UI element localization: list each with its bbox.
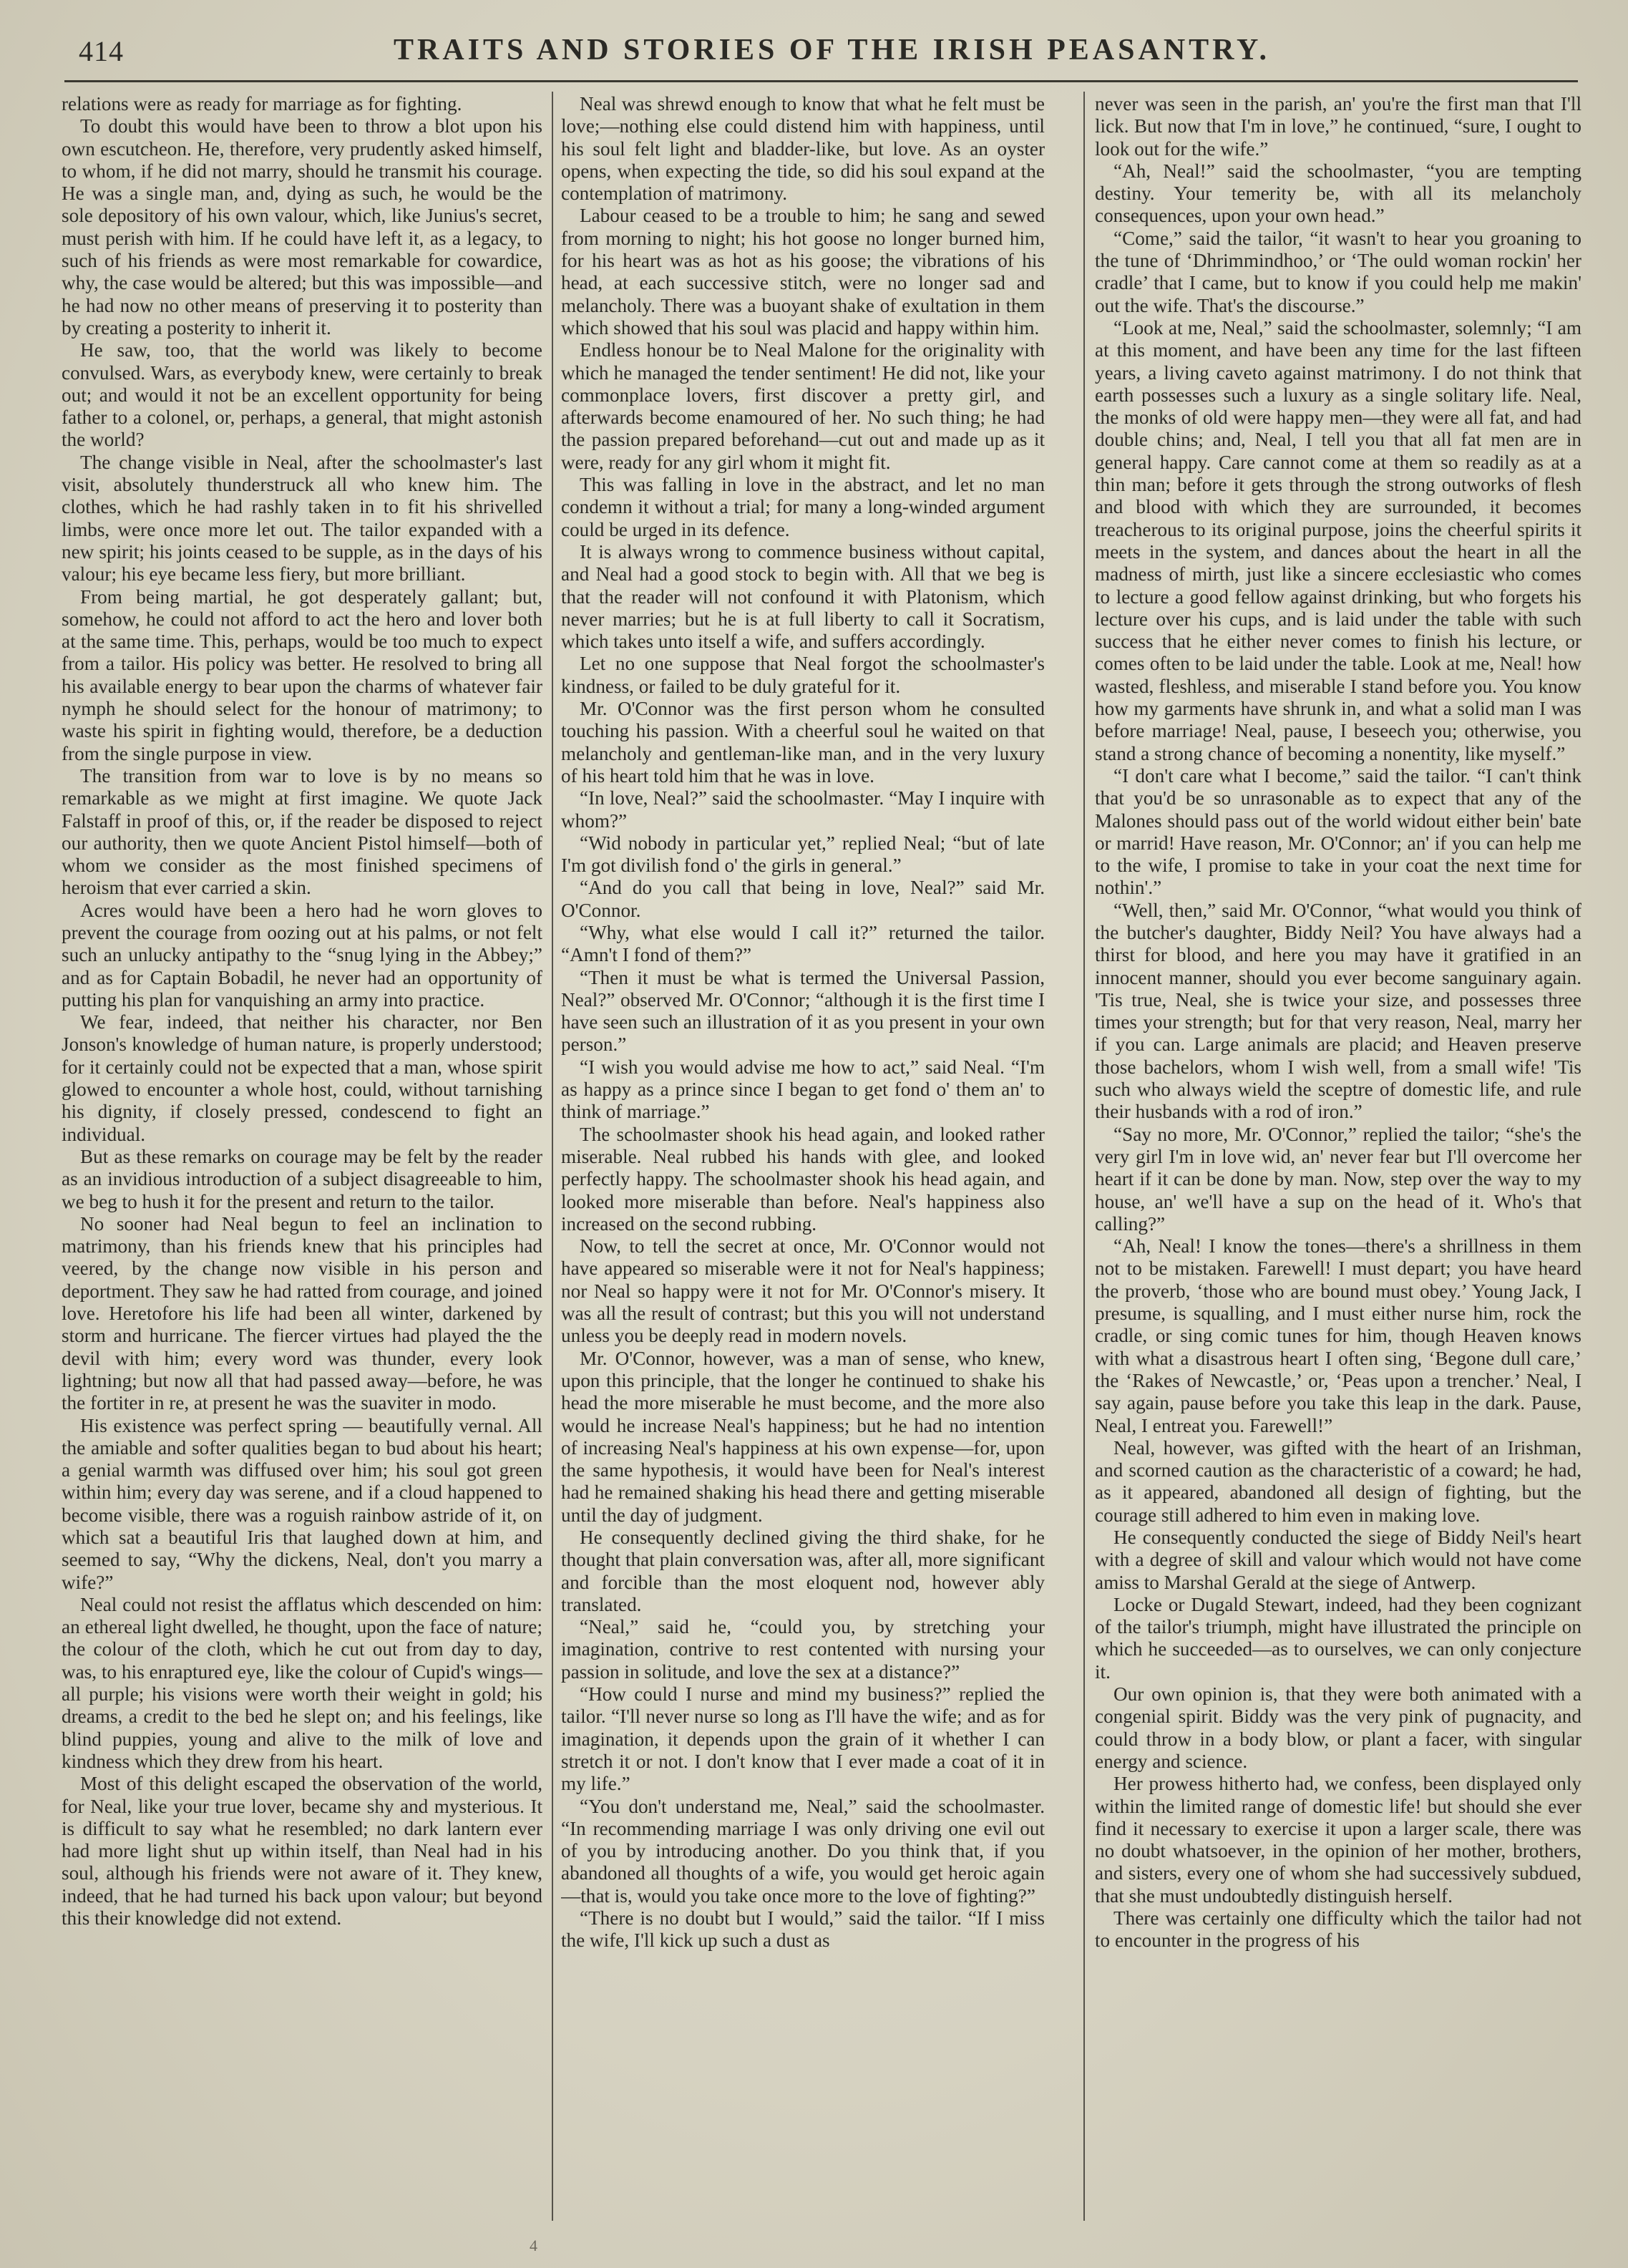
paragraph: Let no one suppose that Neal forgot the schoolmaster's kindness, or failed to be duly grateful for it. [561, 653, 1045, 697]
paragraph: It is always wrong to commence business without capital, and Neal had a good stock to begin with. All that we beg is that the reader will not confound it with Platonism, which never marries; but he is at full liberty to call it Socratism, which takes unto itself a wife, and suffers accordingly. [561, 540, 1045, 653]
paragraph: His existence was perfect spring — beautifully vernal. All the amiable and softer qualities began to bud about his heart; a genial warmth was diffused over him; his soul got green within him; every day was serene, and if a cloud happened to become visible, there was a roguish rainbow astride of it, on which sat a beautiful Iris that laughed down at him, and seemed to say, “Why the dickens, Neal, don't you marry a wife?” [62, 1414, 542, 1593]
column-divider [1083, 92, 1085, 2221]
paragraph: “Say no more, Mr. O'Connor,” replied the tailor; “she's the very girl I'm in love wid, an' never fear but I'll overcome her heart if it can be done by man. Now, step over the way to my house, an' we'll have a sup on the head of it. Who's that calling?” [1095, 1123, 1581, 1235]
paragraph: Mr. O'Connor, however, was a man of sense, who knew, upon this principle, that the longer he continued to shake his head the more miserable he must become, and the more also would he increase Neal's happiness; but he had no intention of increasing Neal's happiness at his own expense—for, upon the same hypothesis, it would have been for Neal's interest had he remained shaking his head there and getting miserable until the day of judgment. [561, 1347, 1045, 1526]
paragraph: He saw, too, that the world was likely to become convulsed. Wars, as everybody knew, were certainly to break out; and would it not be an excellent opportunity for being father to a colonel, or, perhaps, a general, that might astonish the world? [62, 339, 542, 451]
paragraph: This was falling in love in the abstract, and let no man condemn it without a trial; for many a long-winded argument could be urged in its defence. [561, 474, 1045, 540]
running-head: TRAITS AND STORIES OF THE IRISH PEASANTRY. [393, 34, 1270, 67]
paragraph: Our own opinion is, that they were both animated with a congenial spirit. Biddy was the very pink of pugnacity, and could throw in a body blow, or plant a facer, with singular energy and science. [1095, 1683, 1581, 1772]
paragraph: “I wish you would advise me how to act,” said Neal. “I'm as happy as a prince since I began to get fond o' them an' to think of marriage.” [561, 1056, 1045, 1123]
paragraph: The transition from war to love is by no means so remarkable as we might at first imagine. We quote Jack Falstaff in proof of this, or, if the reader be disposed to reject our authority, then we quote Ancient Pistol himself—both of whom we consider as the most finished specimens of heroism that ever carried a skin. [62, 764, 542, 899]
text-column-1 [62, 93, 542, 2222]
paragraph: “You don't understand me, Neal,” said the schoolmaster. “In recommending marriage I was only driving one evil out of you by introducing another. Do you think that, if you abandoned all thoughts of a wife, you would get heroic again—that is, would you take once more to the love of fighting?” [561, 1795, 1045, 1907]
paragraph: Locke or Dugald Stewart, indeed, had they been cognizant of the tailor's triumph, might have illustrated the principle on which he succeeded—as to ourselves, we can only conjecture it. [1095, 1593, 1581, 1683]
text-column-2 [561, 93, 1045, 2222]
signature-mark: 4 [530, 2237, 537, 2254]
paragraph: “Neal,” said he, “could you, by stretching your imagination, contrive to rest contented with nursing your passion in solitude, and love the sex at a distance?” [561, 1616, 1045, 1683]
paragraph: Now, to tell the secret at once, Mr. O'Connor would not have appeared so miserable were it not for Neal's happiness; nor Neal so happy were it not for Mr. O'Connor's misery. It was all the result of contrast; but this you will not understand unless you be deeply read in modern novels. [561, 1235, 1045, 1347]
paragraph: But as these remarks on courage may be felt by the reader as an invidious introduction of a subject disagreeable to him, we beg to hush it for the present and return to the tailor. [62, 1145, 542, 1212]
paragraph: “Well, then,” said Mr. O'Connor, “what would you think of the butcher's daughter, Biddy Neil? You have always had a thirst for blood, and here you may have it gratified in an innocent manner, should you ever become sanguinary again. 'Tis true, Neal, she is twice your size, and possesses three times your strength; but for that very reason, Neal, marry her if you can. Large animals are placid; and Heaven preserve those bachelors, whom I wish well, from a small wife! 'Tis such who always wield the sceptre of domestic life, and rule their husbands with a rod of iron.” [1095, 899, 1581, 1123]
paragraph: “Come,” said the tailor, “it wasn't to hear you groaning to the tune of ‘Dhrimmindhoo,’ or ‘The ould woman rockin' her cradle’ that I came, but to know if you could help me makin' out the wife. That's the discourse.” [1095, 227, 1581, 316]
paragraph: “Look at me, Neal,” said the schoolmaster, solemnly; “I am at this moment, and have been any time for the last fifteen years, a living caveto against matrimony. I do not think that earth possesses such a luxury as a single solitary life. Neal, the monks of old were happy men—they were all fat, and had double chins; and, Neal, I tell you that all fat men are in general happy. Care cannot come at them so readily as at a thin man; before it gets through the strong outworks of flesh and blood with which they are surrounded, it becomes treacherous to its original purpose, joins the cheerful spirits it meets in the system, and dances about the heart in all the madness of mirth, just like a sincere ecclesiastic who comes to lecture a good fellow against drinking, but who forgets his lecture over his cups, and is laid under the table with such success that he either never comes to finish his lecture, or comes often to be laid under the table. Look at me, Neal! how wasted, fleshless, and miserable I stand before you. You know how my garments have shrunk in, and what a solid man I was before marriage! Neal, pause, I beseech you; otherwise, you stand a strong chance of becoming a nonentity, like myself.” [1095, 316, 1581, 764]
paragraph: Mr. O'Connor was the first person whom he consulted touching his passion. With a cheerful soul he waited on that melancholy and gentleman-like man, and in the very luxury of his heart told him that he was in love. [561, 698, 1045, 787]
paragraph: “Ah, Neal!” said the schoolmaster, “you are tempting destiny. Your temerity be, with all its melancholy consequences, upon your own head.” [1095, 160, 1581, 227]
paragraph: Endless honour be to Neal Malone for the originality with which he managed the tender sentiment! He did not, like your commonplace lovers, first discover a pretty girl, and afterwards become enamoured of her. No such thing; he had the passion prepared beforehand—cut out and made up as it were, ready for any girl whom it might fit. [561, 339, 1045, 473]
paragraph: “And do you call that being in love, Neal?” said Mr. O'Connor. [561, 877, 1045, 921]
page-header [79, 29, 1585, 79]
paragraph: relations were as ready for marriage as for fighting. [62, 93, 462, 115]
paragraph: Neal, however, was gifted with the heart of an Irishman, and scorned caution as the characteristic of a coward; he had, as it appeared, abandoned all design of fighting, but the courage still adhered to him even in making love. [1095, 1436, 1581, 1526]
paragraph: Most of this delight escaped the observation of the world, for Neal, like your true lover, became shy and mysterious. It is difficult to say what he resembled; no dark lantern ever had more light shut up within itself, than Neal had in his soul, although his friends were not aware of it. They knew, indeed, that he had turned his back upon valour; but beyond this their knowledge did not extend. [62, 1773, 542, 1929]
text-column-3 [1095, 93, 1581, 2222]
paragraph: never was seen in the parish, an' you're the first man that I'll lick. But now that I'm in love,” he continued, “sure, I ought to look out for the wife.” [1095, 93, 1581, 160]
paragraph: “There is no doubt but I would,” said the tailor. “If I miss the wife, I'll kick up such a dust as [561, 1907, 1045, 1952]
paragraph: “Why, what else would I call it?” returned the tailor. “Amn't I fond of them?” [561, 921, 1045, 966]
paragraph: Acres would have been a hero had he worn gloves to prevent the courage from oozing out at his palms, or not felt such an unlucky antipathy to the “snug lying in the Abbey;” and as for Captain Bobadil, he never had an opportunity of putting his plan for vanquishing an army into practice. [62, 899, 542, 1011]
paragraph: Labour ceased to be a trouble to him; he sang and sewed from morning to night; his hot goose no longer burned him, for his heart was as hot as his goose; the vibrations of his head, at each successive stitch, were no longer sad and melancholy. There was a buoyant shake of exultation in them which showed that his soul was placid and happy within him. [561, 205, 1045, 339]
paragraph: He consequently conducted the siege of Biddy Neil's heart with a degree of skill and valour which would not have come amiss to Marshal Gerald at the siege of Antwerp. [1095, 1527, 1581, 1593]
paragraph: To doubt this would have been to throw a blot upon his own escutcheon. He, therefore, very prudently asked himself, to whom, if he did not marry, should he transmit his courage. He was a single man, and, dying as such, he would be the sole depository of his own valour, which, like Junius's secret, must perish with him. If he could have left it, as a legacy, to such of his friends as were most remarkable for cowardice, why, the case would be altered; but this was impossible—and he had now no other means of preserving it to posterity than by creating a posterity to inherit it. [62, 115, 542, 339]
paragraph: The change visible in Neal, after the schoolmaster's last visit, absolutely thunderstruck all who knew him. The clothes, which he had rashly taken in to fit his shrivelled limbs, were once more let out. The tailor expanded with a new spirit; his joints ceased to be supple, as in the days of his valour; his eye became less fiery, but more brilliant. [62, 451, 542, 585]
paragraph: “I don't care what I become,” said the tailor. “I can't think that you'd be so unrasonable as to expect that any of the Malones should pass out of the world widout either bein' bate or marrid! Have reason, Mr. O'Connor; an' if you can help me to the wife, I promise to take in your coat the next time for nothin'.” [1095, 764, 1581, 899]
paragraph: Neal could not resist the afflatus which descended on him: an ethereal light dwelled, he thought, upon the face of nature; the colour of the cloth, which he cut out from day to day, was, to his enraptured eye, like the colour of Cupid's wings—all purple; his visions were worth their weight in gold; his dreams, a credit to the bed he slept on; and his feelings, like blind puppies, young and alive to the milk of love and kindness which they drew from his heart. [62, 1593, 542, 1772]
paragraph: From being martial, he got desperately gallant; but, somehow, he could not afford to act the hero and lover both at the same time. This, perhaps, would be too much to expect from a tailor. His policy was better. He resolved to bring all his available energy to bear upon the charms of whatever fair nymph he should select for the honour of matrimony; to waste his spirit in fighting would, therefore, be a deduction from the single purpose in view. [62, 585, 542, 764]
paragraph: “In love, Neal?” said the schoolmaster. “May I inquire with whom?” [561, 787, 1045, 832]
paragraph: He consequently declined giving the third shake, for he thought that plain conversation was, after all, more significant and forcible than the most eloquent nod, however ably translated. [561, 1527, 1045, 1615]
paragraph: “Wid nobody in particular yet,” replied Neal; “but of late I'm got divilish fond o' the girls in general.” [561, 832, 1045, 877]
paragraph: No sooner had Neal begun to feel an inclination to matrimony, than his friends knew that his principles had veered, by the change now visible in his person and deportment. They saw he had ratted from courage, and joined love. Heretofore his life had been all winter, darkened by storm and hurricane. The fiercer virtues had played the the devil with him; every word was thunder, every look lightning; but now all that had passed away—before, he was the fortiter in re, at present he was the suaviter in modo. [62, 1212, 542, 1414]
paragraph: Neal was shrewd enough to know that what he felt must be love;—nothing else could distend him with happiness, until his soul felt light and bladder-like, but love. As an oyster opens, when expecting the tide, so did his soul expand at the contemplation of matrimony. [561, 93, 1045, 205]
column-divider [552, 92, 553, 2221]
paragraph: “Ah, Neal! I know the tones—there's a shrillness in them not to be mistaken. Farewell! I must depart; you have heard the proverb, ‘those who are bound must obey.’ Young Jack, I presume, is squalling, and I must either nurse him, rock the cradle, or sing comic tunes for him, though Heaven knows with what a disastrous heart I often sing, ‘Begone dull care,’ the ‘Rakes of Newcastle,’ or, ‘Peas upon a trencher.’ Neal, I say again, pause before you take this leap in the dark. Pause, Neal, I entreat you. Farewell!” [1095, 1235, 1581, 1436]
paragraph: There was certainly one difficulty which the tailor had not to encounter in the progress of his [1095, 1907, 1581, 1952]
paragraph: We fear, indeed, that neither his character, nor Ben Jonson's knowledge of human nature, is properly understood; for it certainly could not be expected that a man, whose spirit glowed to encounter a whole host, could, without tarnishing his dignity, if closely pressed, condescend to fight an individual. [62, 1011, 542, 1145]
paragraph: “How could I nurse and mind my business?” replied the tailor. “I'll never nurse so long as I'll have the wife; and as for imagination, it depends upon the grain of it whether I can stretch it or not. I don't know that I ever made a coat of it in my life.” [561, 1683, 1045, 1795]
paragraph: “Then it must be what is termed the Universal Passion, Neal?” observed Mr. O'Connor; “although it is the first time I have seen such an illustration of it as you present in your own person.” [561, 966, 1045, 1056]
paragraph: The schoolmaster shook his head again, and looked rather miserable. Neal rubbed his hands with glee, and looked perfectly happy. The schoolmaster shook his head again, and looked more miserable than before. Neal's happiness also increased on the second rubbing. [561, 1123, 1045, 1235]
page-number: 414 [79, 35, 124, 67]
header-rule [64, 80, 1578, 82]
paragraph: Her prowess hitherto had, we confess, been displayed only within the limited range of domestic life! but should she ever find it necessary to exercise it upon a larger scale, there was no doubt whatsoever, in the opinion of her mother, brothers, and sisters, every one of whom she had successively subdued, that she must undoubtedly distinguish herself. [1095, 1773, 1581, 1907]
